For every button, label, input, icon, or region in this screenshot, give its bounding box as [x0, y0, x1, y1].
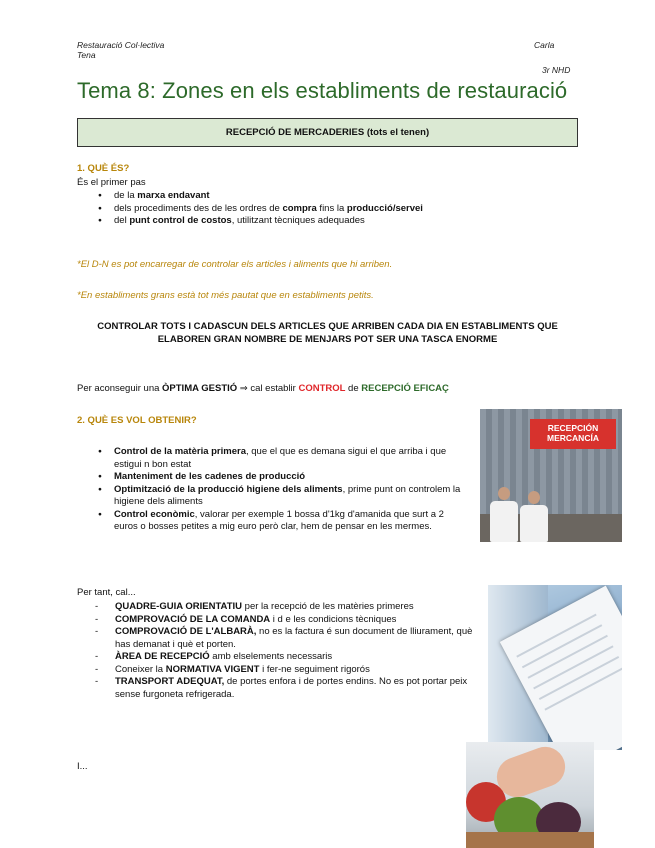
list-item: [114, 215, 574, 228]
list-item: [114, 471, 464, 484]
ending-text: I...: [77, 761, 88, 772]
callout-text: CONTROLAR TOTS I CADASCUN DELS ARTICLES QUE ARRIBEN CADA DIA EN ESTABLIMENTS QUE ELABOREN GRAN NOMBRE DE MENJARS POT SER UNA TASCA ENORME: [97, 321, 558, 345]
text: per la recepció de les matèries primeres: [242, 601, 414, 612]
text: de portes enfora i de portes endins. No es pot portar peix sense furgoneta refrigerada.: [115, 676, 468, 700]
list-item: [114, 446, 464, 471]
bold-text: Control de la matèria primera: [114, 446, 246, 457]
text: no es la factura é sun document de lliurament, què has demanat i què et porten.: [115, 626, 473, 650]
worker-head: [498, 487, 510, 500]
bold-text: COMPROVACIÓ DE L'ALBARÀ,: [115, 626, 257, 637]
text: ⇒ cal establir: [237, 383, 299, 394]
list-item: [115, 601, 477, 614]
section1-intro: És el primer pas: [77, 177, 146, 188]
section3-list: [115, 601, 477, 701]
text: dels procediments des de les ordres de: [114, 202, 283, 214]
text: i d e les condicions tècniques: [270, 613, 397, 625]
list-item: [115, 614, 477, 627]
section3-intro: Per tant, cal...: [77, 587, 136, 598]
text: i fer-ne seguiment rigorós: [259, 663, 370, 675]
recepcio-highlight: RECEPCIÓ EFICAÇ: [361, 383, 449, 394]
bold-text: producció/servei: [346, 202, 423, 214]
bold-text: marxa endavant: [137, 190, 210, 201]
section2-list: [114, 446, 464, 534]
text: Per aconseguir una: [77, 383, 163, 394]
text: fins la: [316, 202, 347, 214]
text: , utilitzant tècniques adequades: [231, 215, 365, 226]
list-item: [114, 484, 464, 509]
bold-text: ÒPTIMA GESTIÓ: [162, 383, 238, 394]
list-item: [115, 664, 477, 677]
text: de: [345, 383, 362, 394]
header-course: [77, 40, 164, 60]
heading-box-label: RECEPCIÓ DE MERCADERIES (tots el tenen): [225, 127, 430, 138]
list-item: [115, 676, 477, 701]
list-item: [115, 626, 477, 651]
bold-text: Manteniment de les cadenes de producció: [114, 471, 306, 482]
bold-text: Optimització de la producció higiene dels aliments: [114, 483, 343, 495]
course-name: Restauració Col·lectiva: [77, 40, 165, 50]
text: Coneixer la: [115, 663, 166, 675]
class-group: 3r NHD: [542, 65, 571, 75]
worker-figure: [490, 501, 518, 542]
heading-box: [77, 118, 578, 147]
bold-text: NORMATIVA VIGENT: [165, 663, 260, 675]
text: amb elselements necessaris: [209, 651, 333, 662]
note-dn: *El D-N es pot encarregar de controlar els articles i aliments que hi arriben.: [77, 259, 393, 270]
text: , prime punt on controlem la higiene dels aliments: [114, 483, 461, 507]
clipboard-photo: [488, 585, 622, 750]
reception-sign: RECEPCIÓN MERCANCÍA: [530, 419, 616, 449]
bold-text: compra: [282, 202, 317, 214]
author-first-name: Carla: [534, 40, 555, 50]
gestio-line: [77, 383, 449, 396]
control-highlight: CONTROL: [298, 383, 346, 394]
text: , que el que es demana sigui el que arriba i que estigui n bon estat: [114, 446, 447, 470]
bold-text: ÀREA DE RECEPCIÓ: [115, 651, 210, 662]
worker-head: [528, 491, 540, 504]
bold-text: Control econòmic: [114, 508, 195, 520]
bold-text: punt control de costos: [129, 215, 232, 226]
list-item: [115, 651, 477, 664]
reception-photo: [480, 409, 622, 542]
bold-text: TRANSPORT ADEQUAT,: [115, 676, 225, 687]
list-item: [114, 509, 464, 534]
text: del: [114, 215, 130, 226]
bold-text: QUADRE-GUIA ORIENTATIU: [115, 601, 243, 612]
list-item: [114, 190, 574, 203]
section1-heading: 1. QUÈ ÉS?: [77, 163, 130, 174]
vegetables-photo: [466, 742, 594, 848]
section2-heading: 2. QUÈ ES VOL OBTENIR?: [77, 415, 197, 426]
note-large-establishments: *En establiments grans està tot més pautat que en establiments petits.: [77, 290, 374, 301]
text: , valorar per exemple 1 bossa d'1kg d'amanida que surt a 2 euros o bosses petites a mig euro però clar, hem de pensar en les mermes.: [114, 508, 444, 532]
page-title: Tema 8: Zones en els establiments de restauració: [77, 78, 568, 103]
worker-figure: [520, 505, 548, 542]
list-item: [114, 203, 574, 216]
text: de la: [114, 190, 138, 201]
bold-text: COMPROVACIÓ DE LA COMANDA: [115, 613, 271, 625]
author-last-name: Tena: [77, 50, 96, 60]
crate: [466, 832, 594, 848]
section1-list: [114, 190, 574, 228]
